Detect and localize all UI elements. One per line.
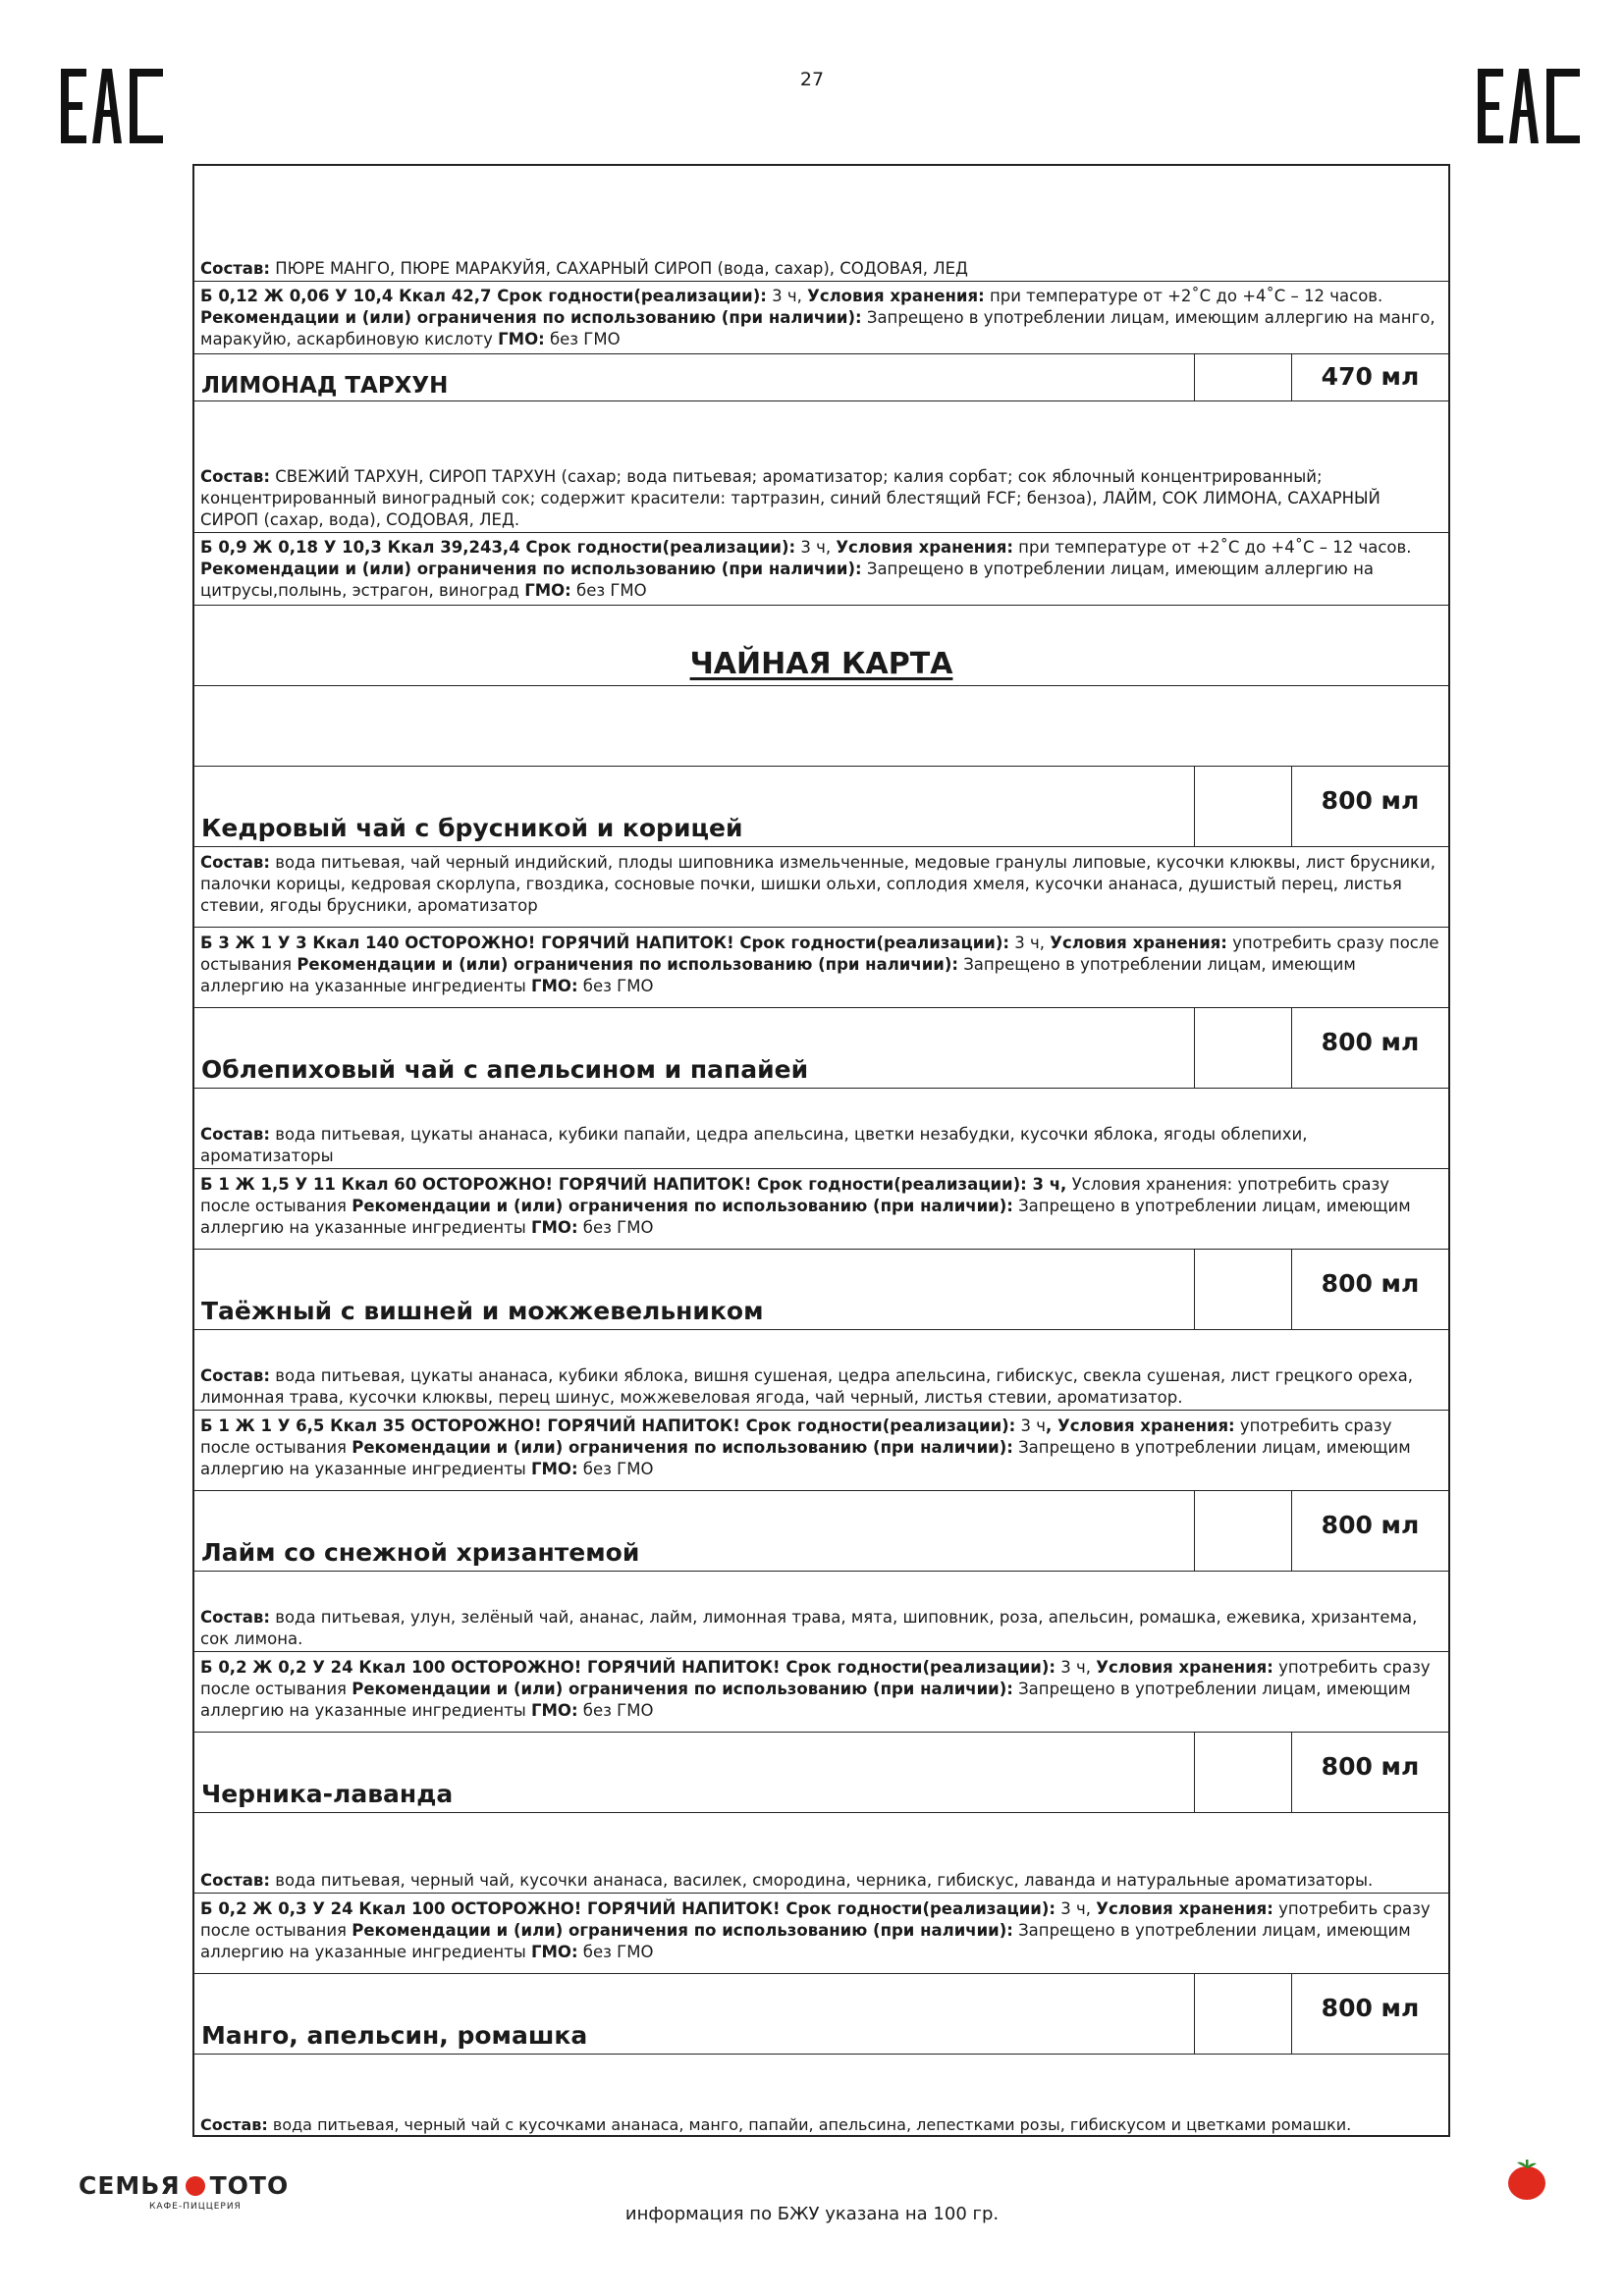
tea-1-composition: Состав: вода питьевая, чай черный индийский, плоды шиповника измельченные, медовые гранулы липовые, кусочки клюквы, лист брусники, палочки корицы, кедровая скорлупа, гвоздика, сосновые почки, шишки ольхи, соплодия хмеля, кусочки ананаса, душистый перец, листья стевии, ягоды брусники, ароматизатор (200, 853, 1435, 915)
tea-5-composition: Состав: вода питьевая, черный чай, кусочки ананаса, василек, смородина, черника, гибискус, лаванда и натуральные ароматизаторы. (200, 1871, 1374, 1890)
tea-5-name-row (194, 1733, 1448, 1813)
tea-6-name: Манго, апельсин, ромашка (201, 2021, 588, 2050)
mango-info: Б 0,12 Ж 0,06 У 10,4 Ккал 42,7 Срок годности(реализации): 3 ч, Условия хранения: при температуре от +2˚С до +4˚С – 12 часов. Рекомендации и (или) ограничения по использованию (при наличии): Запрещено в употреблении лицам, имеющим аллергию на манго, маракуйю, аскарбиновую кислоту ГМО: без ГМО (200, 287, 1435, 348)
eac-logo-right (1476, 67, 1582, 145)
eac-logo-left (59, 67, 165, 145)
tea-2-name: Облепиховый чай с апельсином и папайей (201, 1055, 809, 1084)
section-title-row (194, 606, 1448, 686)
tea-5-volume: 800 мл (1321, 1752, 1420, 1781)
section-title: ЧАЙНАЯ КАРТА (689, 647, 953, 681)
tarhun-info: Б 0,9 Ж 0,18 У 10,3 Ккал 39,243,4 Срок годности(реализации): 3 ч, Условия хранения: при температуре от +2˚С до +4˚С – 12 часов. Рекомендации и (или) ограничения по использованию (при наличии): Запрещено в употреблении лицам, имеющим аллергию на цитрусы,полынь, эстрагон, виноград ГМО: без ГМО (200, 538, 1412, 600)
tea-1-info-row (194, 928, 1448, 1008)
tomato-dot-icon (186, 2176, 205, 2196)
tea-1-info: Б 3 Ж 1 У 3 Ккал 140 ОСТОРОЖНО! ГОРЯЧИЙ НАПИТОК! Срок годности(реализации): 3 ч, Условия хранения: употребить сразу после остывания Рекомендации и (или) ограничения по использованию (при наличии): Запрещено в употреблении лицам, имеющим аллергию на указанные ингредиенты ГМО: без ГМО (200, 934, 1439, 995)
tea-3-composition: Состав: вода питьевая, цукаты ананаса, кубики яблока, вишня сушеная, цедра апельсина, гибискус, свекла сушеная, лист грецкого ореха, лимонная трава, кусочки клюквы, перец шинус, можжевеловая ягода, чай черный, листья стевии, ароматизатор. (200, 1366, 1413, 1407)
tea-3-composition-row (194, 1330, 1448, 1411)
tea-5-name: Черника-лаванда (201, 1780, 454, 1808)
tea-2-name-row (194, 1008, 1448, 1089)
tarhun-name-row (194, 354, 1448, 401)
tea-1-volume: 800 мл (1321, 786, 1420, 815)
tea-5-info-row (194, 1894, 1448, 1974)
tomato-icon (1506, 2158, 1547, 2201)
mango-composition-row (194, 166, 1448, 282)
tea-2-volume: 800 мл (1321, 1028, 1420, 1056)
brand-logo: СЕМЬЯ ТОТО КАФЕ-ПИЦЦЕРИЯ (79, 2171, 290, 2212)
tea-4-composition-row (194, 1572, 1448, 1652)
mango-info-row (194, 282, 1448, 354)
tarhun-composition-row (194, 401, 1448, 533)
tea-3-name-row (194, 1250, 1448, 1330)
tea-2-composition: Состав: вода питьевая, цукаты ананаса, кубики папайи, цедра апельсина, цветки незабудки, кусочки яблока, ягоды облепихи, ароматизаторы (200, 1125, 1308, 1165)
tarhun-volume: 470 мл (1321, 362, 1420, 391)
tea-5-info: Б 0,2 Ж 0,3 У 24 Ккал 100 ОСТОРОЖНО! ГОРЯЧИЙ НАПИТОК! Срок годности(реализации): 3 ч, Условия хранения: употребить сразу после остывания Рекомендации и (или) ограничения по использованию (при наличии): Запрещено в употреблении лицам, имеющим аллергию на указанные ингредиенты ГМО: без ГМО (200, 1899, 1431, 1961)
footer-note: информация по БЖУ указана на 100 гр. (624, 2204, 1000, 2224)
tea-3-info: Б 1 Ж 1 У 6,5 Ккал 35 ОСТОРОЖНО! ГОРЯЧИЙ НАПИТОК! Срок годности(реализации): 3 ч, Условия хранения: употребить сразу после остывания Рекомендации и (или) ограничения по использованию (при наличии): Запрещено в употреблении лицам, имеющим аллергию на указанные ингредиенты ГМО: без ГМО (200, 1416, 1411, 1478)
tarhun-info-row (194, 533, 1448, 606)
tea-4-info-row (194, 1652, 1448, 1733)
tea-6-composition-row (194, 2055, 1448, 2137)
tea-4-composition: Состав: вода питьевая, улун, зелёный чай, ананас, лайм, лимонная трава, мята, шиповник, роза, апельсин, ромашка, ежевика, хризантема, сок лимона. (200, 1608, 1418, 1648)
tea-4-info: Б 0,2 Ж 0,2 У 24 Ккал 100 ОСТОРОЖНО! ГОРЯЧИЙ НАПИТОК! Срок годности(реализации): 3 ч, Условия хранения: употребить сразу после остывания Рекомендации и (или) ограничения по использованию (при наличии): Запрещено в употреблении лицам, имеющим аллергию на указанные ингредиенты ГМО: без ГМО (200, 1658, 1431, 1720)
tarhun-composition: Состав: СВЕЖИЙ ТАРХУН, СИРОП ТАРХУН (сахар; вода питьевая; ароматизатор; калия сорбат; сок яблочный концентрированный; концентрированный виноградный сок; содержит красители: тартразин, синий блестящий FCF; бензоа), ЛАЙМ, СОК ЛИМОНА, САХАРНЫЙ СИРОП (сахар, вода), СОДОВАЯ, ЛЕД. (200, 467, 1380, 529)
tea-3-info-row (194, 1411, 1448, 1491)
tea-1-name-row (194, 767, 1448, 847)
tea-6-name-row (194, 1974, 1448, 2055)
tea-3-volume: 800 мл (1321, 1269, 1420, 1298)
tea-4-name: Лайм со снежной хризантемой (201, 1538, 640, 1567)
tea-1-composition-row (194, 847, 1448, 928)
tea-3-name: Таёжный с вишней и можжевельником (201, 1297, 764, 1325)
tea-2-info-row (194, 1169, 1448, 1250)
tea-2-composition-row (194, 1089, 1448, 1169)
tea-1-name: Кедровый чай с брусникой и корицей (201, 814, 743, 842)
tea-6-volume: 800 мл (1321, 1994, 1420, 2022)
tea-4-volume: 800 мл (1321, 1511, 1420, 1539)
tea-6-composition: Состав: вода питьевая, черный чай с кусочками ананаса, манго, папайи, апельсина, лепестками розы, гибискусом и цветками ромашки. (200, 2115, 1352, 2134)
tarhun-name: ЛИМОНАД ТАРХУН (201, 373, 449, 399)
mango-composition: Состав: ПЮРЕ МАНГО, ПЮРЕ МАРАКУЙЯ, САХАРНЫЙ СИРОП (вода, сахар), СОДОВАЯ, ЛЕД (200, 259, 968, 278)
page-number: 27 (799, 69, 825, 90)
tea-4-name-row (194, 1491, 1448, 1572)
tea-2-info: Б 1 Ж 1,5 У 11 Ккал 60 ОСТОРОЖНО! ГОРЯЧИЙ НАПИТОК! Срок годности(реализации): 3 ч, Условия хранения: употребить сразу после остывания Рекомендации и (или) ограничения по использованию (при наличии): Запрещено в употреблении лицам, имеющим аллергию на указанные ингредиенты ГМО: без ГМО (200, 1175, 1411, 1237)
empty-row (194, 686, 1448, 767)
tea-5-composition-row (194, 1813, 1448, 1894)
menu-table (192, 164, 1450, 2137)
